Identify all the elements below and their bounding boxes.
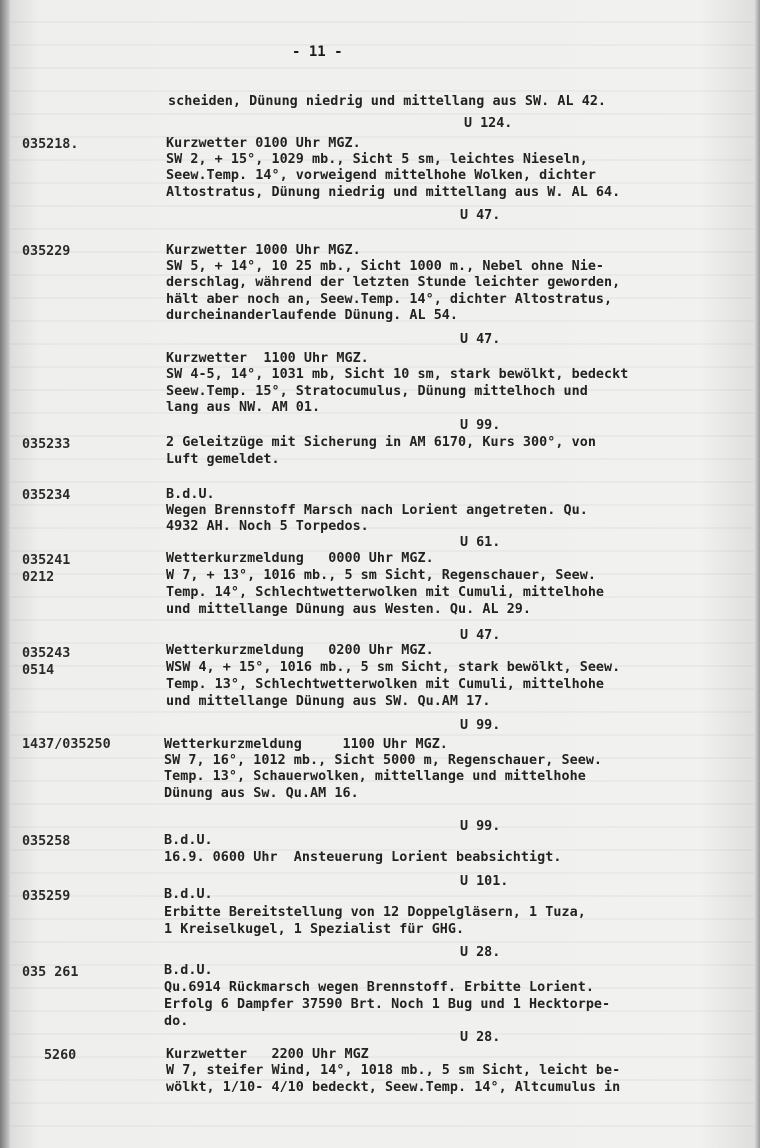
entry-line: Seew.Temp. 15°, Stratocumulus, Dünung mittelhoch und xyxy=(166,384,588,399)
entry-line: und mittellange Dünung aus SW. Qu.AM 17. xyxy=(166,694,491,709)
entry-line: hält aber noch an, Seew.Temp. 14°, dichter Altostratus, xyxy=(166,292,613,307)
entry-line: Temp. 14°, Schlechtwetterwolken mit Cumuli, mittelhohe xyxy=(166,585,605,600)
entry-line: Kurzwetter 2200 Uhr MGZ xyxy=(166,1047,369,1062)
entry-line: Qu.6914 Rückmarsch wegen Brennstoff. Erbitte Lorient. xyxy=(164,980,594,995)
scan-edge-right xyxy=(754,0,760,1148)
entry-number: 035 261 xyxy=(22,965,79,980)
entry-line: W 7, + 13°, 1016 mb., 5 sm Sicht, Regenschauer, Seew. xyxy=(166,568,596,583)
entry-sender: U 99. xyxy=(460,819,501,834)
entry-sender: U 101. xyxy=(460,874,509,889)
entry-line: Wetterkurzmeldung 0000 Uhr MGZ. xyxy=(166,551,434,566)
entry-line: Luft gemeldet. xyxy=(166,452,280,467)
entry-line: 16.9. 0600 Uhr Ansteuerung Lorient beabsichtigt. xyxy=(164,850,562,865)
entry-line: Kurzwetter 1000 Uhr MGZ. xyxy=(166,243,361,258)
entry-line: 1 Kreiselkugel, 1 Spezialist für GHG. xyxy=(164,922,465,937)
entry-number: 035243 0514 xyxy=(22,646,71,678)
entry-number: 035233 xyxy=(22,437,71,452)
entry-line: 2 Geleitzüge mit Sicherung in AM 6170, Kurs 300°, von xyxy=(166,435,596,450)
entry-number: 5260 xyxy=(44,1048,77,1063)
entry-line: B.d.U. xyxy=(164,833,213,848)
entry-line: SW 5, + 14°, 10 25 mb., Sicht 1000 m., Nebel ohne Nie- xyxy=(166,259,605,274)
entry-line: Altostratus, Dünung niedrig und mittellang aus W. AL 64. xyxy=(166,185,621,200)
entry-line: WSW 4, + 15°, 1016 mb., 5 sm Sicht, stark bewölkt, Seew. xyxy=(166,660,621,675)
entry-line: lang aus NW. AM 01. xyxy=(166,400,321,415)
entry-line: Kurzwetter 1100 Uhr MGZ. xyxy=(166,351,369,366)
entry-line: Wetterkurzmeldung 0200 Uhr MGZ. xyxy=(166,643,434,658)
entry-line: 4932 AH. Noch 5 Torpedos. xyxy=(166,519,369,534)
entry-sender: U 99. xyxy=(460,418,501,433)
entry-line: B.d.U. xyxy=(164,887,213,902)
entry-number: 035229 xyxy=(22,244,71,259)
entry-sender: U 47. xyxy=(460,332,501,347)
page-number: - 11 - xyxy=(292,44,343,60)
entry-line: Temp. 13°, Schlechtwetterwolken mit Cumuli, mittelhohe xyxy=(166,677,605,692)
entry-sender: U 61. xyxy=(460,535,501,550)
entry-line: und mittellange Dünung aus Westen. Qu. AL 29. xyxy=(166,602,532,617)
entry-sender: U 28. xyxy=(460,945,501,960)
entry-line: Kurzwetter 0100 Uhr MGZ. xyxy=(166,136,361,151)
entry-line: Dünung aus Sw. Qu.AM 16. xyxy=(164,786,359,801)
entry-sender: U 99. xyxy=(460,718,501,733)
entry-line: durcheinanderlaufende Dünung. AL 54. xyxy=(166,308,459,323)
entry-line: SW 2, + 15°, 1029 mb., Sicht 5 sm, leichtes Nieseln, xyxy=(166,152,588,167)
entry-line: wölkt, 1/10- 4/10 bedeckt, Seew.Temp. 14°, Altcumulus in xyxy=(166,1080,621,1095)
entry-number: 035234 xyxy=(22,488,71,503)
entry-line: B.d.U. xyxy=(164,963,213,978)
entry-number: 1437/035250 xyxy=(22,737,111,752)
intro-line: scheiden, Dünung niedrig und mittellang aus SW. AL 42. xyxy=(168,94,607,109)
scan-edge-left xyxy=(0,0,10,1148)
entry-line: B.d.U. xyxy=(166,487,215,502)
entry-line: Temp. 13°, Schauerwolken, mittellange und mittelhohe xyxy=(164,769,586,784)
entry-number: 035258 xyxy=(22,834,71,849)
entry-line: Erfolg 6 Dampfer 37590 Brt. Noch 1 Bug und 1 Hecktorpe- xyxy=(164,997,611,1012)
entry-number: 035241 0212 xyxy=(22,553,71,585)
entry-line: do. xyxy=(164,1014,189,1029)
intro-sender: U 124. xyxy=(464,116,513,131)
entry-line: derschlag, während der letzten Stunde leichter geworden, xyxy=(166,275,621,290)
entry-line: Seew.Temp. 14°, vorweigend mittelhohe Wolken, dichter xyxy=(166,168,596,183)
entry-line: W 7, steifer Wind, 14°, 1018 mb., 5 sm Sicht, leicht be- xyxy=(166,1063,621,1078)
entry-sender: U 47. xyxy=(460,628,501,643)
entry-number: 035259 xyxy=(22,889,71,904)
entry-line: SW 7, 16°, 1012 mb., Sicht 5000 m, Regenschauer, Seew. xyxy=(164,753,603,768)
entry-line: Wegen Brennstoff Marsch nach Lorient angetreten. Qu. xyxy=(166,503,588,518)
entry-line: Erbitte Bereitstellung von 12 Doppelgläsern, 1 Tuza, xyxy=(164,905,586,920)
entry-sender: U 47. xyxy=(460,208,501,223)
entry-line: SW 4-5, 14°, 1031 mb, Sicht 10 sm, stark bewölkt, bedeckt xyxy=(166,367,629,382)
entry-sender: U 28. xyxy=(460,1030,501,1045)
entry-line: Wetterkurzmeldung 1100 Uhr MGZ. xyxy=(164,737,448,752)
entry-number: 035218. xyxy=(22,137,79,152)
